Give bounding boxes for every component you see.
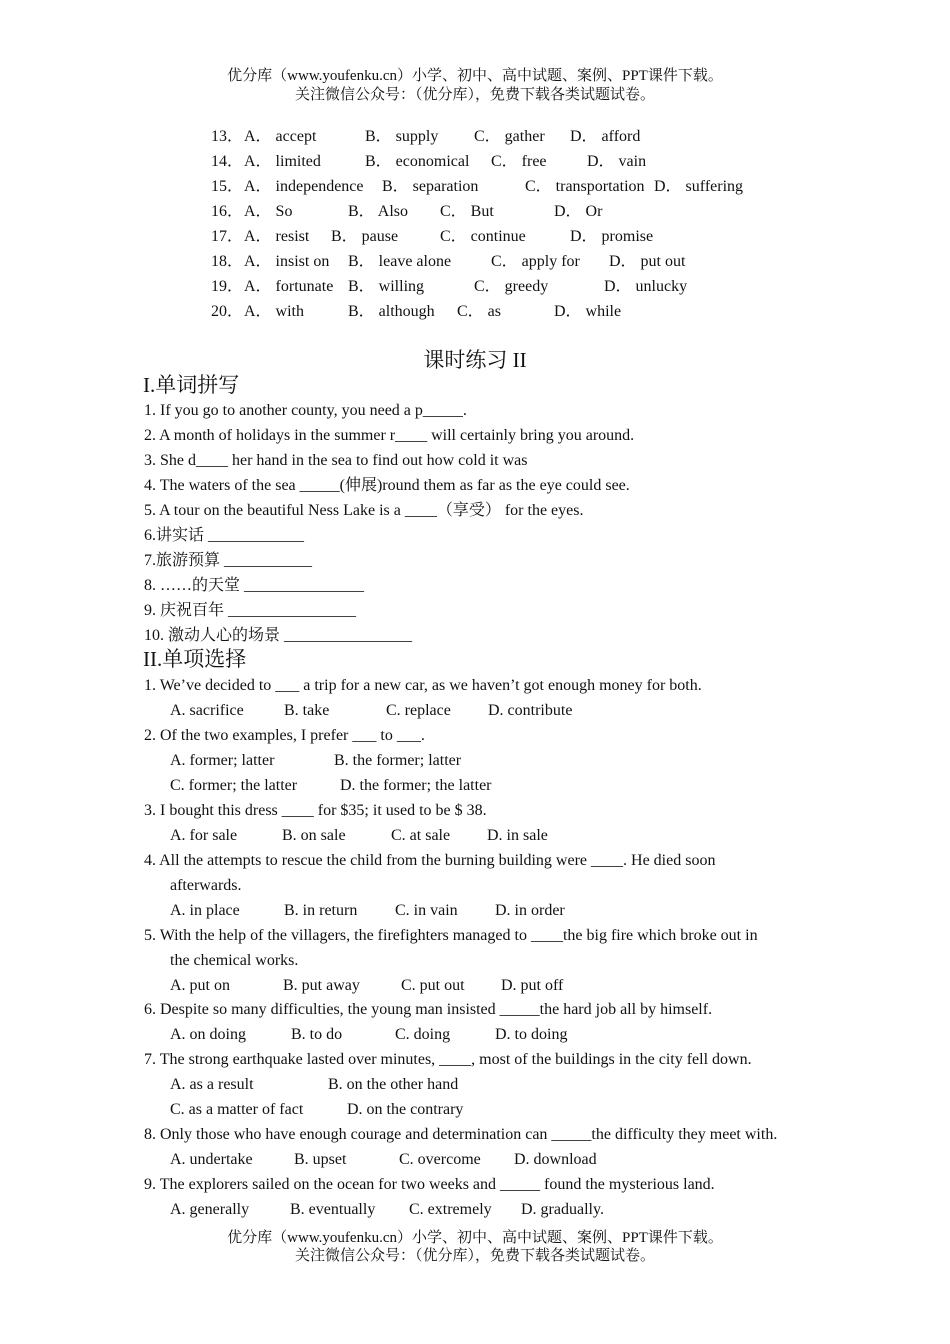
list-item: 5. A tour on the beautiful Ness Lake is a ____（享受） for the eyes. bbox=[144, 502, 584, 519]
option-c: C. at sale bbox=[391, 827, 451, 844]
header-line-1: 优分库（www.youfenku.cn）小学、初中、高中试题、案例、PPT课件下载。 bbox=[227, 68, 723, 84]
question-stem: 8. Only those who have enough courage and determination can _____the difficulty they meet with. bbox=[144, 1126, 778, 1143]
question-stem: 3. I bought this dress ____ for $35; it used to be $ 38. bbox=[144, 802, 487, 819]
option-c: C． But bbox=[440, 203, 494, 220]
list-item: 1. If you go to another county, you need a p_____. bbox=[144, 402, 467, 419]
option-b: B． willing bbox=[348, 278, 425, 295]
option-d: D． vain bbox=[587, 153, 647, 170]
question-stem-continued: afterwards. bbox=[170, 877, 242, 894]
list-item: 3. She d____ her hand in the sea to find out how cold it was bbox=[144, 452, 528, 469]
question-stem: 6. Despite so many difficulties, the young man insisted _____the hard job all by himself. bbox=[144, 1001, 713, 1018]
question-number: 19． bbox=[211, 278, 244, 295]
option-d: D. download bbox=[514, 1151, 597, 1168]
option-c: C. doing bbox=[395, 1026, 451, 1043]
option-b: B． pause bbox=[331, 228, 399, 245]
question-stem: 9. The explorers sailed on the ocean for two weeks and _____ found the mysterious land. bbox=[144, 1176, 715, 1193]
list-item: 6.讲实话 ____________ bbox=[144, 527, 305, 544]
option-d: D． afford bbox=[570, 128, 641, 145]
list-item: 9. 庆祝百年 ________________ bbox=[144, 602, 357, 619]
question-stem-continued: the chemical works. bbox=[170, 952, 299, 969]
option-d: D. in sale bbox=[487, 827, 548, 844]
option-c: C. as a matter of fact bbox=[170, 1101, 304, 1118]
option-a: A． independence bbox=[244, 178, 364, 195]
question-number: 20． bbox=[211, 303, 244, 320]
option-a: A． limited bbox=[244, 153, 321, 170]
question-number: 18． bbox=[211, 253, 244, 270]
option-c: C． greedy bbox=[474, 278, 549, 295]
option-d: D. contribute bbox=[488, 702, 573, 719]
header-line-2: 关注微信公众号：（优分库），免费下载各类试题试卷。 bbox=[294, 87, 655, 103]
option-d: D． unlucky bbox=[604, 278, 688, 295]
section-heading-spelling: I.单词拼写 bbox=[143, 373, 240, 397]
option-a: A. sacrifice bbox=[170, 702, 244, 719]
option-c: C. replace bbox=[386, 702, 451, 719]
question-stem: 5. With the help of the villagers, the firefighters managed to ____the big fire which broke out in bbox=[144, 927, 758, 944]
option-a: A. on doing bbox=[170, 1026, 246, 1043]
option-a: A. for sale bbox=[170, 827, 238, 844]
option-a: A. former; latter bbox=[170, 752, 275, 769]
list-item: 7.旅游预算 ___________ bbox=[144, 552, 313, 569]
option-c: C. overcome bbox=[399, 1151, 481, 1168]
option-b: B. upset bbox=[294, 1151, 347, 1168]
option-d: D. put off bbox=[501, 977, 564, 994]
footer-line-2: 关注微信公众号：（优分库），免费下载各类试题试卷。 bbox=[294, 1248, 655, 1264]
option-c: C. in vain bbox=[395, 902, 458, 919]
option-b: B. put away bbox=[283, 977, 360, 994]
option-b: B. eventually bbox=[290, 1201, 376, 1218]
option-a: A. in place bbox=[170, 902, 240, 919]
option-c: C. extremely bbox=[409, 1201, 492, 1218]
option-d: D. the former; the latter bbox=[340, 777, 492, 794]
option-b: B． supply bbox=[365, 128, 439, 145]
option-d: D. gradually. bbox=[521, 1201, 604, 1218]
option-d: D． Or bbox=[554, 203, 603, 220]
option-c: C． continue bbox=[440, 228, 526, 245]
option-c: C． as bbox=[457, 303, 502, 320]
option-c: C. put out bbox=[401, 977, 465, 994]
list-item: 4. The waters of the sea _____(伸展)round them as far as the eye could see. bbox=[144, 477, 630, 494]
option-c: C． gather bbox=[474, 128, 545, 145]
option-b: B. take bbox=[284, 702, 330, 719]
option-c: C. former; the latter bbox=[170, 777, 298, 794]
option-c: C． apply for bbox=[491, 253, 580, 270]
option-b: B． although bbox=[348, 303, 435, 320]
option-b: B． leave alone bbox=[348, 253, 452, 270]
question-number: 13． bbox=[211, 128, 244, 145]
option-a: A. put on bbox=[170, 977, 230, 994]
option-b: B． Also bbox=[348, 203, 409, 220]
option-a: A． with bbox=[244, 303, 305, 320]
option-a: A． insist on bbox=[244, 253, 330, 270]
question-stem: 1. We’ve decided to ___ a trip for a new car, as we haven’t got enough money for both. bbox=[144, 677, 702, 694]
option-b: B. to do bbox=[291, 1026, 343, 1043]
option-d: D． put out bbox=[609, 253, 686, 270]
section-heading-choice: II.单项选择 bbox=[143, 647, 247, 671]
option-d: D． promise bbox=[570, 228, 654, 245]
option-a: A. as a result bbox=[170, 1076, 254, 1093]
list-item: 8. ……的天堂 _______________ bbox=[144, 577, 365, 594]
option-a: A． resist bbox=[244, 228, 310, 245]
option-a: A． So bbox=[244, 203, 293, 220]
option-a: A. generally bbox=[170, 1201, 250, 1218]
option-c: C． transportation bbox=[525, 178, 645, 195]
option-b: B. on sale bbox=[282, 827, 346, 844]
option-d: D． suffering bbox=[654, 178, 744, 195]
option-b: B. on the other hand bbox=[328, 1076, 459, 1093]
question-stem: 7. The strong earthquake lasted over minutes, ____, most of the buildings in the city fell down. bbox=[144, 1051, 752, 1068]
option-a: A． accept bbox=[244, 128, 317, 145]
list-item: 10. 激动人心的场景 ________________ bbox=[144, 627, 413, 644]
question-number: 14． bbox=[211, 153, 244, 170]
option-b: B. the former; latter bbox=[334, 752, 462, 769]
question-number: 17． bbox=[211, 228, 244, 245]
page-title: 课时练习 II bbox=[423, 348, 527, 372]
question-number: 16． bbox=[211, 203, 244, 220]
option-a: A． fortunate bbox=[244, 278, 334, 295]
question-stem: 2. Of the two examples, I prefer ___ to ___. bbox=[144, 727, 425, 744]
question-stem: 4. All the attempts to rescue the child from the burning building were ____. He died soon bbox=[144, 852, 716, 869]
footer-line-1: 优分库（www.youfenku.cn）小学、初中、高中试题、案例、PPT课件下载。 bbox=[227, 1230, 723, 1246]
option-d: D. in order bbox=[495, 902, 565, 919]
option-c: C． free bbox=[491, 153, 547, 170]
option-b: B． separation bbox=[382, 178, 479, 195]
option-a: A. undertake bbox=[170, 1151, 253, 1168]
option-d: D. on the contrary bbox=[347, 1101, 464, 1118]
option-d: D． while bbox=[554, 303, 622, 320]
list-item: 2. A month of holidays in the summer r____ will certainly bring you around. bbox=[144, 427, 635, 444]
option-b: B． economical bbox=[365, 153, 470, 170]
question-number: 15． bbox=[211, 178, 244, 195]
option-b: B. in return bbox=[284, 902, 358, 919]
option-d: D. to doing bbox=[495, 1026, 568, 1043]
